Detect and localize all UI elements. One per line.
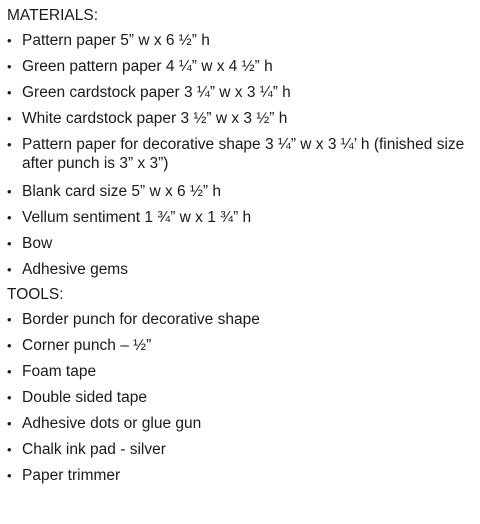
list-item (7, 179, 480, 205)
list-item (7, 307, 480, 333)
bullet-icon: • (7, 33, 12, 48)
list-item (7, 359, 480, 385)
materials-heading: MATERIALS: (7, 7, 99, 24)
bullet-icon: • (7, 111, 12, 126)
item-text: Paper trimmer (22, 467, 121, 484)
list-item (7, 411, 480, 437)
bullet-icon: • (7, 262, 12, 277)
list-item (7, 28, 480, 54)
item-text: Pattern paper 5” w x 6 ½” h (22, 32, 210, 49)
list-item (7, 132, 472, 179)
tools-heading: TOOLS: (7, 286, 64, 303)
list-item (7, 54, 480, 80)
bullet-icon: • (7, 312, 12, 327)
item-text: Green pattern paper 4 ¼” w x 4 ½” h (22, 58, 273, 75)
item-text: Adhesive gems (22, 261, 128, 278)
list-item (7, 80, 480, 106)
bullet-icon: • (7, 468, 12, 483)
list-item (7, 385, 480, 411)
item-text: Green cardstock paper 3 ¼” w x 3 ¼” h (22, 84, 291, 101)
materials-list (7, 28, 480, 283)
bullet-icon: • (7, 137, 12, 152)
item-text: Double sided tape (22, 389, 147, 406)
item-text: Adhesive dots or glue gun (22, 415, 202, 432)
list-item (7, 463, 480, 489)
bullet-icon: • (7, 364, 12, 379)
list-item (7, 437, 480, 463)
tools-list (7, 307, 480, 489)
bullet-icon: • (7, 416, 12, 431)
bullet-icon: • (7, 338, 12, 353)
bullet-icon: • (7, 184, 12, 199)
item-text: Chalk ink pad - silver (22, 441, 166, 458)
item-text: Vellum sentiment 1 ¾” w x 1 ¾” h (22, 209, 252, 226)
item-text: Corner punch – ½” (22, 337, 152, 354)
item-text: White cardstock paper 3 ½” w x 3 ½” h (22, 110, 288, 127)
list-item (7, 205, 480, 231)
bullet-icon: • (7, 442, 12, 457)
list-item (7, 333, 480, 359)
bullet-icon: • (7, 85, 12, 100)
list-item (7, 106, 480, 132)
item-text: Pattern paper for decorative shape 3 ¼” w x 3 ¼’ h (finished size after punch is 3” x 3”) (22, 136, 465, 172)
item-text: Blank card size 5” w x 6 ½” h (22, 183, 221, 200)
bullet-icon: • (7, 236, 12, 251)
bullet-icon: • (7, 59, 12, 74)
item-text: Border punch for decorative shape (22, 311, 260, 328)
bullet-icon: • (7, 390, 12, 405)
list-item (7, 257, 480, 283)
list-item (7, 231, 480, 257)
item-text: Foam tape (22, 363, 97, 380)
item-text: Bow (22, 235, 53, 252)
bullet-icon: • (7, 210, 12, 225)
